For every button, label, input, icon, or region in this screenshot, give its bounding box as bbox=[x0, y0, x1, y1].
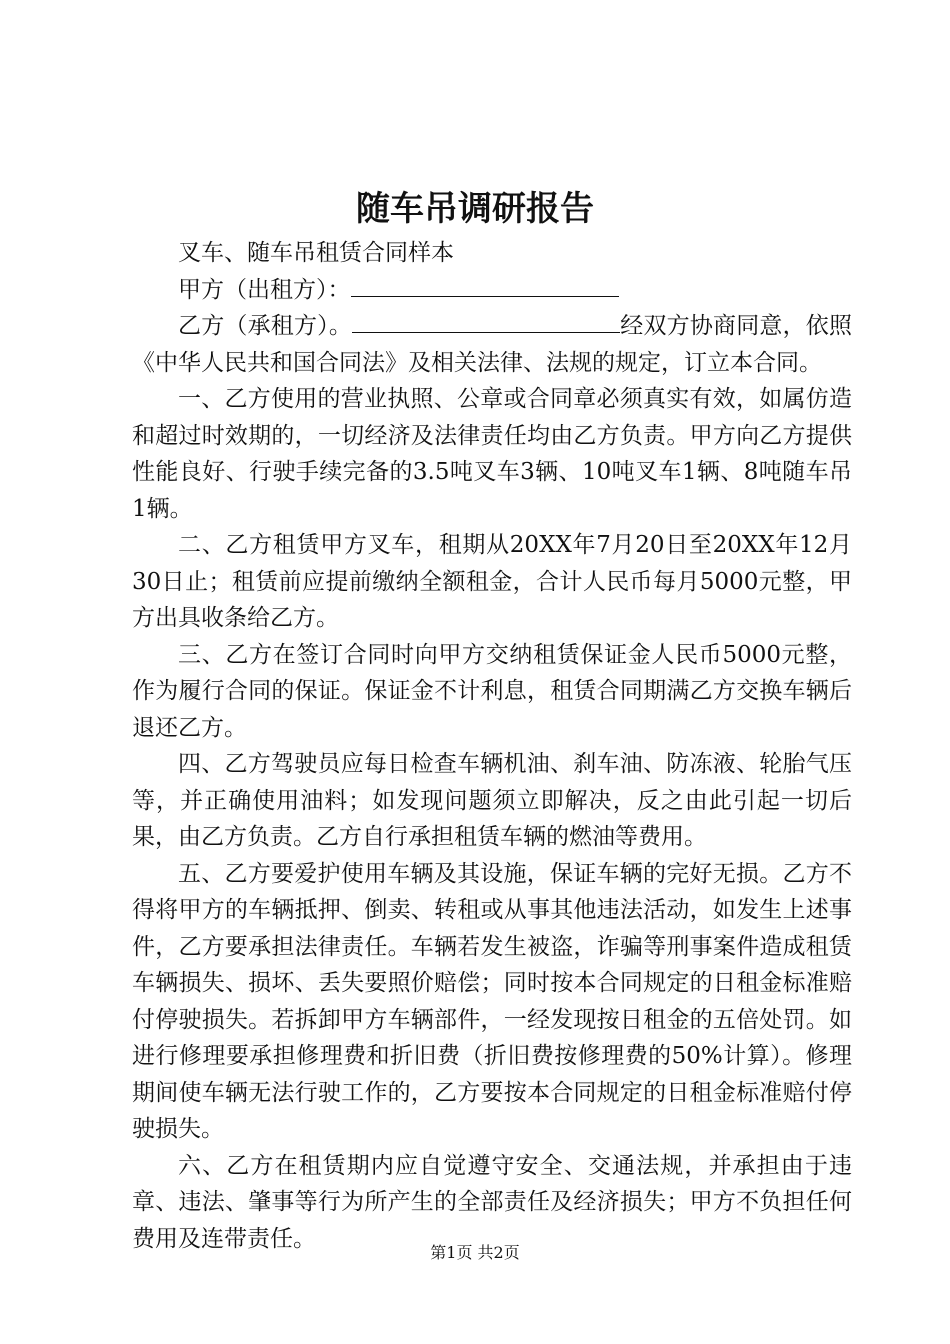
party-b-blank bbox=[352, 310, 620, 333]
party-a-line bbox=[132, 272, 852, 309]
party-b-suffix: 经双方协商同意，依照《中华人民共和国合同法》及相关法律、法规的规定，订立本合同。 bbox=[132, 313, 853, 376]
page-title: 随车吊调研报告 bbox=[356, 189, 594, 229]
party-a-blank bbox=[351, 274, 619, 297]
clause-1: 一、乙方使用的营业执照、公章或合同章必须真实有效，如属仿造和超过时效期的，一切经济及法律责任均由乙方负责。甲方向乙方提供性能良好、行驶手续完备的3.5吨叉车3辆、10吨叉车1辆、8吨随车吊1辆。 bbox=[132, 386, 852, 522]
party-b-line bbox=[132, 308, 852, 381]
document-body bbox=[132, 235, 852, 1257]
clause-3: 三、乙方在签订合同时向甲方交纳租赁保证金人民币5000元整，作为履行合同的保证。保证金不计利息，租赁合同期满乙方交换车辆后退还乙方。 bbox=[132, 641, 852, 741]
party-a-label: 甲方（出租方）： bbox=[178, 276, 351, 303]
clause-4: 四、乙方驾驶员应每日检查车辆机油、刹车油、防冻液、轮胎气压等，并正确使用油料；如发现问题须立即解决，反之由此引起一切后果，由乙方负责。乙方自行承担租赁车辆的燃油等费用。 bbox=[132, 751, 852, 850]
clause-5: 五、乙方要爱护使用车辆及其设施，保证车辆的完好无损。乙方不得将甲方的车辆抵押、倒卖、转租或从事其他违法活动，如发生上述事件，乙方要承担法律责任。车辆若发生被盗，诈骗等刑事案件造成租赁车辆损失、损坏、丢失要照价赔偿；同时按本合同规定的日租金标准赔付停驶损失。若拆卸甲方车辆部件，一经发现按日租金的五倍处罚。如进行修理要承担修理费和折旧费（折旧费按修理费的50%计算）。修理期间使车辆无法行驶工作的，乙方要按本合同规定的日租金标准赔付停驶损失。 bbox=[132, 860, 852, 1142]
page-number: 第1页 共2页 bbox=[430, 1243, 520, 1262]
party-b-label: 乙方（承租方）。 bbox=[178, 313, 353, 339]
clause-2: 二、乙方租赁甲方叉车，租期从20XX年7月20日至20XX年12月30日止；租赁前应提前缴纳全额租金，合计人民币每月5000元整，甲方出具收条给乙方。 bbox=[132, 532, 852, 631]
subtitle: 叉车、随车吊租赁合同样本 bbox=[178, 240, 454, 266]
clause-6: 六、乙方在租赁期内应自觉遵守安全、交通法规，并承担由于违章、违法、肇事等行为所产生的全部责任及经济损失；甲方不负担任何费用及连带责任。 bbox=[132, 1152, 852, 1252]
